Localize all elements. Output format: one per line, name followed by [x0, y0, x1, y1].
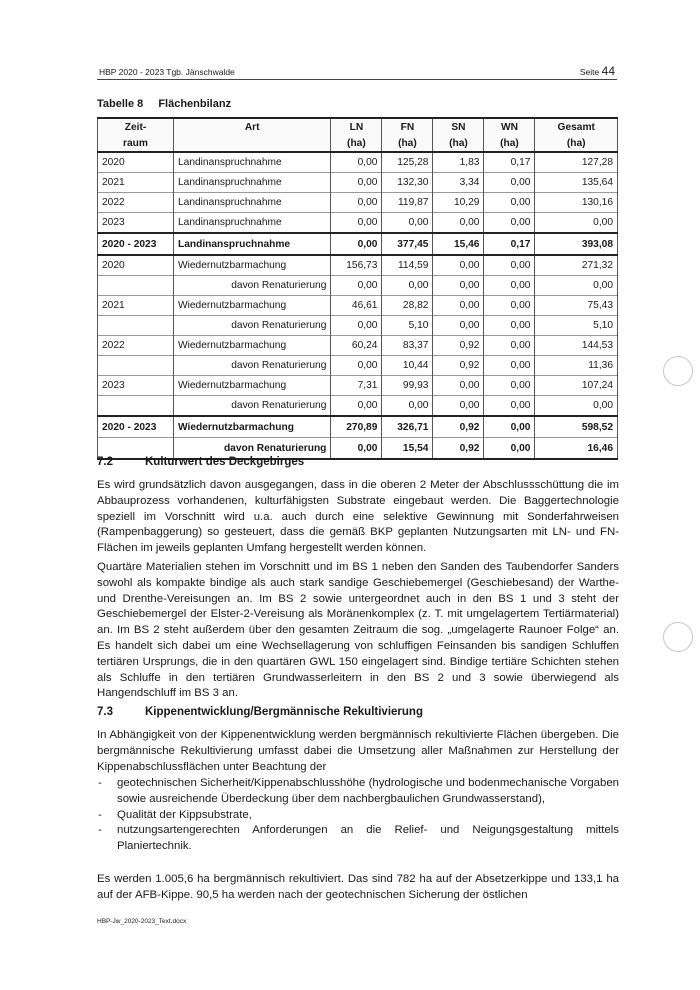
page-number: 44 [601, 64, 615, 78]
header-cell: Gesamt [535, 118, 618, 135]
cell-zeitraum: 2022 [98, 193, 174, 213]
cell-fn: 28,82 [382, 296, 433, 316]
paragraph: Es wird grundsätzlich davon ausgegangen, dass in die oberen 2 Meter der Abschlussschüttung die im Abbauprozess vorhandenen, kulturfähigsten Substrate eingebaut werden. Die Baggertechnologie speziell im Vorschnitt wird u.a. auch durch eine selektive Gewinnung mit Sonderfahrweisen (Rampenbaggerung) so gesteuert, dass die gemäß BKP geplanten Nutzungsarten mit LN- und FN-Flächen im jeweils geplanten Umfang hergestellt werden können. [97, 479, 619, 555]
table-row [98, 193, 618, 213]
paragraph: Es werden 1.005,6 ha bergmännisch rekultiviert. Das sind 782 ha auf der Absetzerkippe und 133,1 ha auf der AFB-Kippe. 90,5 ha werden nach der geotechnischen Sicherung der östlichen [97, 873, 619, 901]
cell-wn: 0,00 [484, 336, 535, 356]
cell-sn: 15,46 [433, 233, 484, 255]
punch-hole-icon [663, 622, 693, 652]
cell-ln: 7,31 [331, 376, 382, 396]
cell-art: Wiedernutzbarmachung [173, 416, 330, 438]
cell-art: davon Renaturierung [173, 396, 330, 417]
cell-zeitraum [98, 316, 174, 336]
cell-wn: 0,17 [484, 233, 535, 255]
table-row [98, 316, 618, 336]
cell-ln: 0,00 [331, 233, 382, 255]
cell-sn: 0,92 [433, 438, 484, 460]
cell-ln: 156,73 [331, 255, 382, 276]
section-title: Kippenentwicklung/Bergmännische Rekultivierung [145, 706, 423, 718]
table-header-row [98, 135, 618, 152]
section-title: Kulturwert des Deckgebirges [145, 456, 305, 468]
cell-art: davon Renaturierung [173, 276, 330, 296]
cell-ln: 0,00 [331, 356, 382, 376]
cell-wn: 0,00 [484, 213, 535, 234]
cell-sn: 1,83 [433, 152, 484, 173]
table-header-row [98, 118, 618, 135]
cell-art: davon Renaturierung [173, 356, 330, 376]
cell-fn: 125,28 [382, 152, 433, 173]
paragraph: In Abhängigkeit von der Kippenentwicklung werden bergmännisch rekultivierte Flächen übergeben. Die bergmännische Rekultivierung umfasst dabei die Umsetzung aller Maßnahmen zur Herstellung der Kippenabschlussflächen unter Beachtung der [97, 729, 619, 773]
cell-ln: 0,00 [331, 213, 382, 234]
table-row [98, 276, 618, 296]
cell-sn: 0,00 [433, 276, 484, 296]
cell-art: Wiedernutzbarmachung [173, 296, 330, 316]
cell-sn: 0,92 [433, 336, 484, 356]
header-title: HBP 2020 - 2023 Tgb. Jänschwalde [99, 67, 235, 77]
cell-art: Landinanspruchnahme [173, 233, 330, 255]
cell-zeitraum: 2023 [98, 213, 174, 234]
cell-wn: 0,17 [484, 152, 535, 173]
cell-ln: 0,00 [331, 193, 382, 213]
cell-sn: 0,00 [433, 376, 484, 396]
page-number-label [580, 64, 615, 78]
cell-wn: 0,00 [484, 276, 535, 296]
cell-zeitraum: 2020 [98, 255, 174, 276]
cell-gesamt: 16,46 [535, 438, 618, 460]
cell-art: Wiedernutzbarmachung [173, 376, 330, 396]
cell-sn: 0,00 [433, 396, 484, 417]
header-cell: Art [173, 118, 330, 135]
cell-art: davon Renaturierung [173, 438, 330, 460]
cell-ln: 60,24 [331, 336, 382, 356]
cell-zeitraum: 2023 [98, 376, 174, 396]
footer-filename: HBP-Jw_2020-2023_Text.docx [97, 918, 187, 925]
table-label: Tabelle 8 [97, 98, 144, 110]
cell-gesamt: 144,53 [535, 336, 618, 356]
cell-ln: 0,00 [331, 438, 382, 460]
header-cell: Zeit- [98, 118, 174, 135]
table-caption [97, 98, 231, 110]
cell-sn: 0,92 [433, 416, 484, 438]
cell-gesamt: 130,16 [535, 193, 618, 213]
cell-ln: 0,00 [331, 173, 382, 193]
header-cell: (ha) [331, 135, 382, 152]
section-heading-7-3 [97, 706, 423, 718]
cell-ln: 0,00 [331, 276, 382, 296]
section-number: 7.2 [97, 456, 113, 468]
cell-sn: 0,92 [433, 356, 484, 376]
cell-zeitraum [98, 396, 174, 417]
cell-sn: 3,34 [433, 173, 484, 193]
page-label: Seite [579, 67, 600, 77]
cell-gesamt: 393,08 [535, 233, 618, 255]
header-cell: FN [382, 118, 433, 135]
cell-gesamt: 75,43 [535, 296, 618, 316]
list-item: - Qualität der Kippsubstrate, [97, 808, 619, 824]
punch-hole-icon [663, 356, 693, 386]
cell-ln: 0,00 [331, 396, 382, 417]
cell-zeitraum: 2020 - 2023 [98, 233, 174, 255]
cell-fn: 0,00 [382, 396, 433, 417]
cell-gesamt: 0,00 [535, 276, 618, 296]
cell-wn: 0,00 [484, 193, 535, 213]
cell-zeitraum [98, 356, 174, 376]
cell-gesamt: 598,52 [535, 416, 618, 438]
cell-wn: 0,00 [484, 316, 535, 336]
cell-gesamt: 11,36 [535, 356, 618, 376]
header-cell [173, 135, 330, 152]
bullet-list [97, 776, 619, 855]
header-cell: SN [433, 118, 484, 135]
table-total-row [98, 233, 618, 255]
cell-fn: 326,71 [382, 416, 433, 438]
cell-fn: 132,30 [382, 173, 433, 193]
cell-art: Landinanspruchnahme [173, 152, 330, 173]
cell-fn: 15,54 [382, 438, 433, 460]
cell-wn: 0,00 [484, 438, 535, 460]
cell-sn: 0,00 [433, 296, 484, 316]
list-item: - geotechnischen Sicherheit/Kippenabschlusshöhe (hydrologische und bodenmechanische Vorgaben sowie ausreichende Überdeckung über dem nachbergbaulichen Grundwasserstand), [97, 776, 619, 808]
cell-gesamt: 271,32 [535, 255, 618, 276]
cell-fn: 119,87 [382, 193, 433, 213]
header-cell: (ha) [382, 135, 433, 152]
table-row [98, 356, 618, 376]
cell-ln: 46,61 [331, 296, 382, 316]
cell-wn: 0,00 [484, 396, 535, 417]
cell-gesamt: 0,00 [535, 213, 618, 234]
cell-sn: 0,00 [433, 316, 484, 336]
cell-fn: 0,00 [382, 276, 433, 296]
table-title: Flächenbilanz [158, 98, 232, 110]
section-heading-7-2 [97, 456, 304, 468]
section-number: 7.3 [97, 706, 113, 718]
cell-gesamt: 127,28 [535, 152, 618, 173]
cell-zeitraum: 2020 [98, 152, 174, 173]
list-item: - nutzungsartengerechten Anforderungen an die Relief- und Neigungsgestaltung mittels Planiertechnik. [97, 823, 619, 855]
cell-fn: 0,00 [382, 213, 433, 234]
page-header [97, 63, 617, 80]
table-row [98, 213, 618, 234]
cell-zeitraum: 2020 - 2023 [98, 416, 174, 438]
cell-ln: 0,00 [331, 316, 382, 336]
header-cell: raum [98, 135, 174, 152]
cell-fn: 99,93 [382, 376, 433, 396]
table-total-row [98, 416, 618, 438]
table-row [98, 152, 618, 173]
cell-gesamt: 5,10 [535, 316, 618, 336]
table-row [98, 173, 618, 193]
cell-gesamt: 0,00 [535, 396, 618, 417]
cell-sn: 0,00 [433, 213, 484, 234]
cell-zeitraum [98, 276, 174, 296]
table-row [98, 396, 618, 417]
cell-zeitraum: 2022 [98, 336, 174, 356]
paragraph: Quartäre Materialien stehen im Vorschnitt und im BS 1 neben den Sanden des Taubendorfer Sanders sowohl als kompakte bindige als auch stark sandige Geschiebemergel (Geschiebesand) der Warthe- und Drenthe-Vereisungen an. Im BS 2 sowie untergeordnet auch in den BS 1 und 3 steht der Geschiebemergel der Elster-2-Vereisung als Moränenkomplex (z. T. mit umgelagertem Tertiärmaterial) an. Im BS 2 steht außerdem über den gesamten Zeitraum die sog. „umgelagerte Raunoer Folge“ an. Es handelt sich dabei um eine Wechsellagerung von schluffigen Feinsanden bis sandigen Schluffen tertiären Ursprungs, die in den quartären GWL 150 eingelagert sind. Bindige tertiäre Schichten stehen als Schluffe in den tertiären Grundwasserleitern in den BS 2 und 3 sowie überwiegend als Hangendschluff im BS 3 an. [97, 561, 619, 700]
cell-wn: 0,00 [484, 255, 535, 276]
cell-art: Wiedernutzbarmachung [173, 336, 330, 356]
header-cell: LN [331, 118, 382, 135]
table-row [98, 376, 618, 396]
header-cell: (ha) [535, 135, 618, 152]
cell-gesamt: 135,64 [535, 173, 618, 193]
cell-wn: 0,00 [484, 173, 535, 193]
header-cell: (ha) [433, 135, 484, 152]
cell-art: Landinanspruchnahme [173, 173, 330, 193]
cell-fn: 114,59 [382, 255, 433, 276]
header-cell: (ha) [484, 135, 535, 152]
cell-art: Landinanspruchnahme [173, 213, 330, 234]
cell-fn: 5,10 [382, 316, 433, 336]
cell-zeitraum: 2021 [98, 296, 174, 316]
cell-ln: 0,00 [331, 152, 382, 173]
table-row [98, 255, 618, 276]
cell-art: Wiedernutzbarmachung [173, 255, 330, 276]
cell-ln: 270,89 [331, 416, 382, 438]
cell-wn: 0,00 [484, 376, 535, 396]
cell-wn: 0,00 [484, 356, 535, 376]
cell-art: davon Renaturierung [173, 316, 330, 336]
cell-fn: 377,45 [382, 233, 433, 255]
table-row [98, 336, 618, 356]
cell-zeitraum: 2021 [98, 173, 174, 193]
area-balance-table [97, 117, 618, 460]
cell-wn: 0,00 [484, 416, 535, 438]
cell-gesamt: 107,24 [535, 376, 618, 396]
cell-sn: 10,29 [433, 193, 484, 213]
cell-wn: 0,00 [484, 296, 535, 316]
table-row [98, 296, 618, 316]
cell-sn: 0,00 [433, 255, 484, 276]
header-cell: WN [484, 118, 535, 135]
cell-art: Landinanspruchnahme [173, 193, 330, 213]
cell-fn: 83,37 [382, 336, 433, 356]
cell-fn: 10,44 [382, 356, 433, 376]
